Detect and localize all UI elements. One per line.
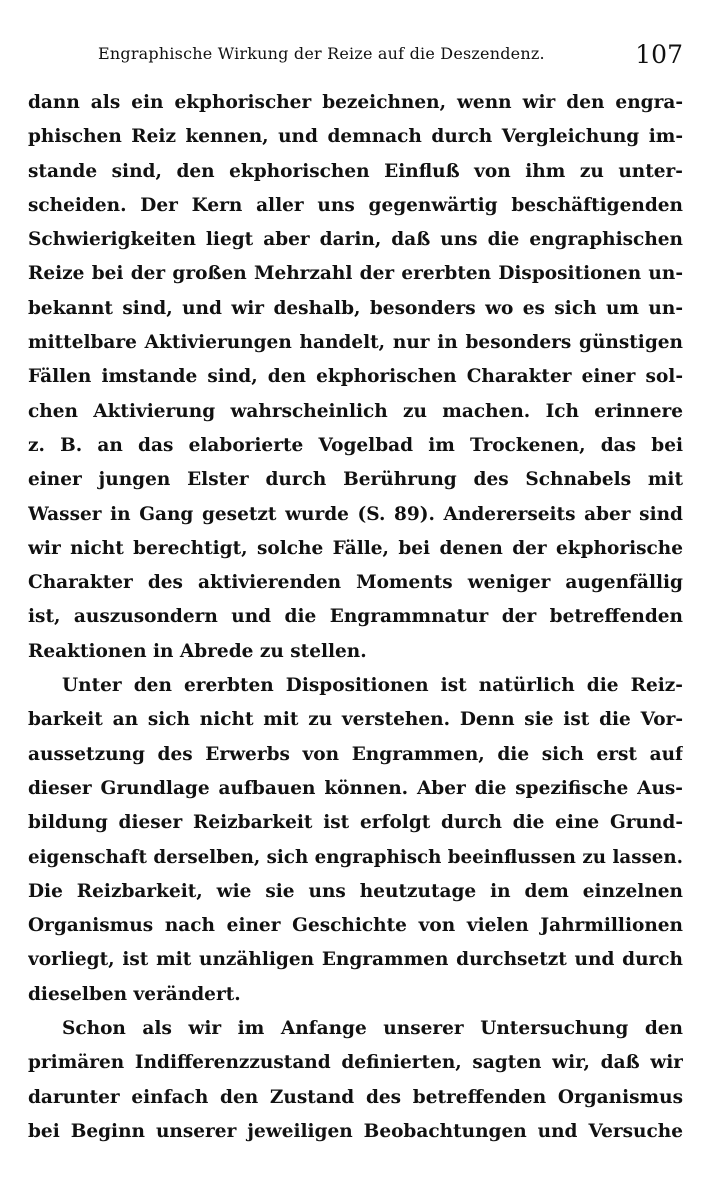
text-line: Die Reizbarkeit, wie sie uns heutzutage in dem einzelnen (28, 880, 683, 902)
text-line: aussetzung des Erwerbs von Engrammen, die sich erst auf (28, 743, 683, 765)
text-line: chen Aktivierung wahrscheinlich zu machen. Ich erinnere (28, 400, 683, 422)
text-line: dieselben verändert. (28, 983, 241, 1005)
text-line: Reize bei der großen Mehrzahl der ererbten Dispositionen un- (28, 263, 683, 285)
text-line: phischen Reiz kennen, und demnach durch Vergleichung im- (28, 126, 683, 148)
text-line: z. B. an das elaborierte Vogelbad im Trockenen, das bei (28, 434, 683, 456)
text-line: Unter den ererbten Dispositionen ist natürlich die Reiz- (62, 675, 683, 697)
text-line: Schon als wir im Anfange unserer Untersuchung den (62, 1018, 683, 1040)
text-line: bei Beginn unserer jeweiligen Beobachtungen und Versuche (28, 1120, 683, 1142)
text-line: Organismus nach einer Geschichte von vielen Jahrmillionen (28, 915, 683, 937)
text-line: dieser Grundlage aufbauen können. Aber die spezifische Aus- (28, 777, 683, 799)
text-line: Fällen imstande sind, den ekphorischen Charakter einer sol- (28, 366, 683, 388)
text-line: einer jungen Elster durch Berührung des Schnabels mit (28, 469, 683, 491)
text-line: Reaktionen in Abrede zu stellen. (28, 640, 367, 662)
page-header (98, 40, 683, 74)
text-line: stande sind, den ekphorischen Einfluß von ihm zu unter- (28, 160, 683, 182)
text-line: scheiden. Der Kern aller uns gegenwärtig beschäftigenden (28, 194, 683, 216)
text-line: vorliegt, ist mit unzähligen Engrammen durchsetzt und durch (28, 949, 683, 971)
text-line: Schwierigkeiten liegt aber darin, daß uns die engraphischen (28, 229, 683, 251)
text-line: bildung dieser Reizbarkeit ist erfolgt durch die eine Grund- (28, 812, 683, 834)
text-line: Wasser in Gang gesetzt wurde (S. 89). Andererseits aber sind (28, 503, 683, 525)
text-line: bekannt sind, und wir deshalb, besonders wo es sich um un- (28, 297, 683, 319)
text-line: wir nicht berechtigt, solche Fälle, bei denen der ekphorische (28, 537, 683, 559)
text-line: barkeit an sich nicht mit zu verstehen. Denn sie ist die Vor- (28, 709, 683, 731)
text-line: darunter einfach den Zustand des betreffenden Organismus (28, 1086, 683, 1108)
body-text (28, 86, 683, 1149)
running-head: Engraphische Wirkung der Reize auf die Deszendenz. (98, 44, 545, 63)
text-line: eigenschaft derselben, sich engraphisch beeinflussen zu lassen. (28, 846, 683, 868)
text-line: mittelbare Aktivierungen handelt, nur in besonders günstigen (28, 332, 683, 354)
text-line: dann als ein ekphorischer bezeichnen, wenn wir den engra- (28, 92, 683, 113)
page-number: 107 (635, 40, 683, 69)
text-line: Charakter des aktivierenden Moments weniger augenfällig (28, 572, 683, 594)
text-line: ist, auszusondern und die Engrammnatur der betreffenden (28, 606, 683, 628)
text-line: primären Indifferenzzustand definierten, sagten wir, daß wir (28, 1052, 683, 1074)
